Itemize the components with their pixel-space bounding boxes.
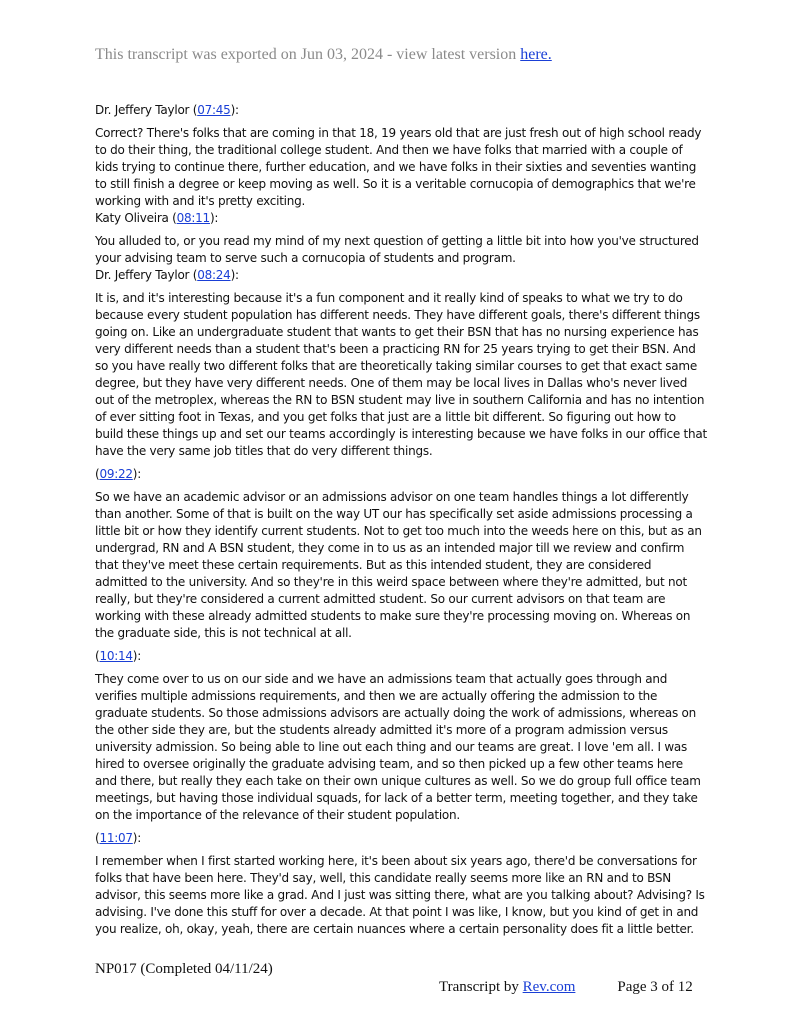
transcript-block [95, 830, 707, 938]
transcript-paragraph: Correct? There's folks that are coming in that 18, 19 years old that are just fresh out of high school ready to do their thing, the traditional college student. And then we have folks that married with a couple of kids trying to continue there, further education, and we have folks in their sixties and seventies wanting to still finish a degree or keep moving as well. So it is a veritable cornucopia of demographics that we're working with and it's pretty exciting. [95, 126, 702, 208]
transcript-block [95, 466, 707, 642]
timestamp-link[interactable]: 10:14 [99, 649, 133, 663]
export-notice-text: This transcript was exported on Jun 03, 2024 - view latest version [95, 46, 521, 63]
speaker-line: (11:07): [95, 831, 142, 845]
export-notice [95, 46, 552, 64]
speaker-line: Katy Oliveira (08:11): [95, 211, 219, 225]
footer-credit [439, 979, 693, 996]
transcript-paragraph: I remember when I first started working here, it's been about six years ago, there'd be conversations for folks that have been here. They'd say, well, this candidate really seems more like an RN and to BSN advisor, this seems more like a grad. And I just was sitting there, what are you talking about? Advising? Is advising. I've done this stuff for over a decade. At that point I was like, I know, but you kind of get in and you realize, oh, okay, yeah, there are certain nuances where a certain personality does fit a little better. [95, 854, 705, 936]
speaker-line: (10:14): [95, 649, 142, 663]
rev-link[interactable]: Rev.com [522, 979, 576, 995]
speaker-line: Dr. Jeffery Taylor (08:24): [95, 268, 239, 282]
transcript-paragraph: So we have an academic advisor or an admissions advisor on one team handles things a lot differently than another. Some of that is built on the way UT our has specifically set aside admissions processing a little bit or how they identify current students. Not to get too much into the weeds here on this, but as an undergrad, RN and A BSN student, they come in to us as an intended major till we review and confirm that they've meet these certain requirements. But as this intended student, they are considered admitted to the university. And so they're in this weird space between where they're admitted, but not really, but they're considered a current admitted student. So our current advisors on that team are working with these already admitted students to make sure they're processing moving on. Whereas on the graduate side, this is not technical at all. [95, 490, 702, 640]
transcript-block [95, 267, 707, 460]
latest-version-link[interactable]: here. [520, 46, 552, 63]
speaker-name: Dr. Jeffery Taylor [95, 103, 190, 117]
transcript-body [95, 102, 707, 938]
transcript-block [95, 102, 707, 210]
transcript-by-label: Transcript by [439, 979, 523, 995]
transcript-paragraph: You alluded to, or you read my mind of my next question of getting a little bit into how you've structured your advising team to serve such a cornucopia of students and program. [95, 234, 699, 265]
timestamp-link[interactable]: 11:07 [99, 831, 133, 845]
speaker-line: Dr. Jeffery Taylor (07:45): [95, 103, 239, 117]
transcript-block [95, 648, 707, 824]
speaker-line: (09:22): [95, 467, 142, 481]
transcript-paragraph: They come over to us on our side and we have an admissions team that actually goes through and verifies multiple admissions requirements, and then we are actually offering the admission to the graduate students. So those admissions advisors are actually doing the work of admissions, whereas on the other side they are, but the students already admitted it's more of a program admission versus university admission. So being able to line out each thing and our teams are great. I love 'em all. I was hired to oversee originally the graduate advising team, and so then picked up a few other teams here and there, but really they each take on their own unique cultures as well. So we do group full office team meetings, but having those individual squads, for lack of a better term, meeting together, and they take on the importance of the relevance of their student population. [95, 672, 701, 822]
page-number: Page 3 of 12 [617, 979, 693, 995]
timestamp-link[interactable]: 09:22 [99, 467, 133, 481]
speaker-name: Dr. Jeffery Taylor [95, 268, 190, 282]
transcript-block [95, 210, 707, 267]
timestamp-link[interactable]: 07:45 [197, 103, 231, 117]
timestamp-link[interactable]: 08:11 [176, 211, 210, 225]
timestamp-link[interactable]: 08:24 [197, 268, 231, 282]
speaker-name: Katy Oliveira [95, 211, 169, 225]
transcript-paragraph: It is, and it's interesting because it's a fun component and it really kind of speaks to what we try to do because every student population has different needs. They have different goals, there's different things going on. Like an undergraduate student that wants to get their BSN that has no nursing experience has very different needs than a student that's been a practicing RN for 25 years trying to get their BSN. And so you have really two different folks that are theoretically taking similar courses to get that exact same degree, but they have very different needs. One of them may be local lives in Dallas who's never lived out of the metroplex, whereas the RN to BSN student may live in southern California and has no intention of ever sitting foot in Texas, and you get folks that just are a little bit different. So figuring out how to build these things up and set our teams accordingly is interesting because we have folks in our office that have the very same job titles that do very different things. [95, 291, 707, 458]
document-id: NP017 (Completed 04/11/24) [95, 961, 273, 977]
